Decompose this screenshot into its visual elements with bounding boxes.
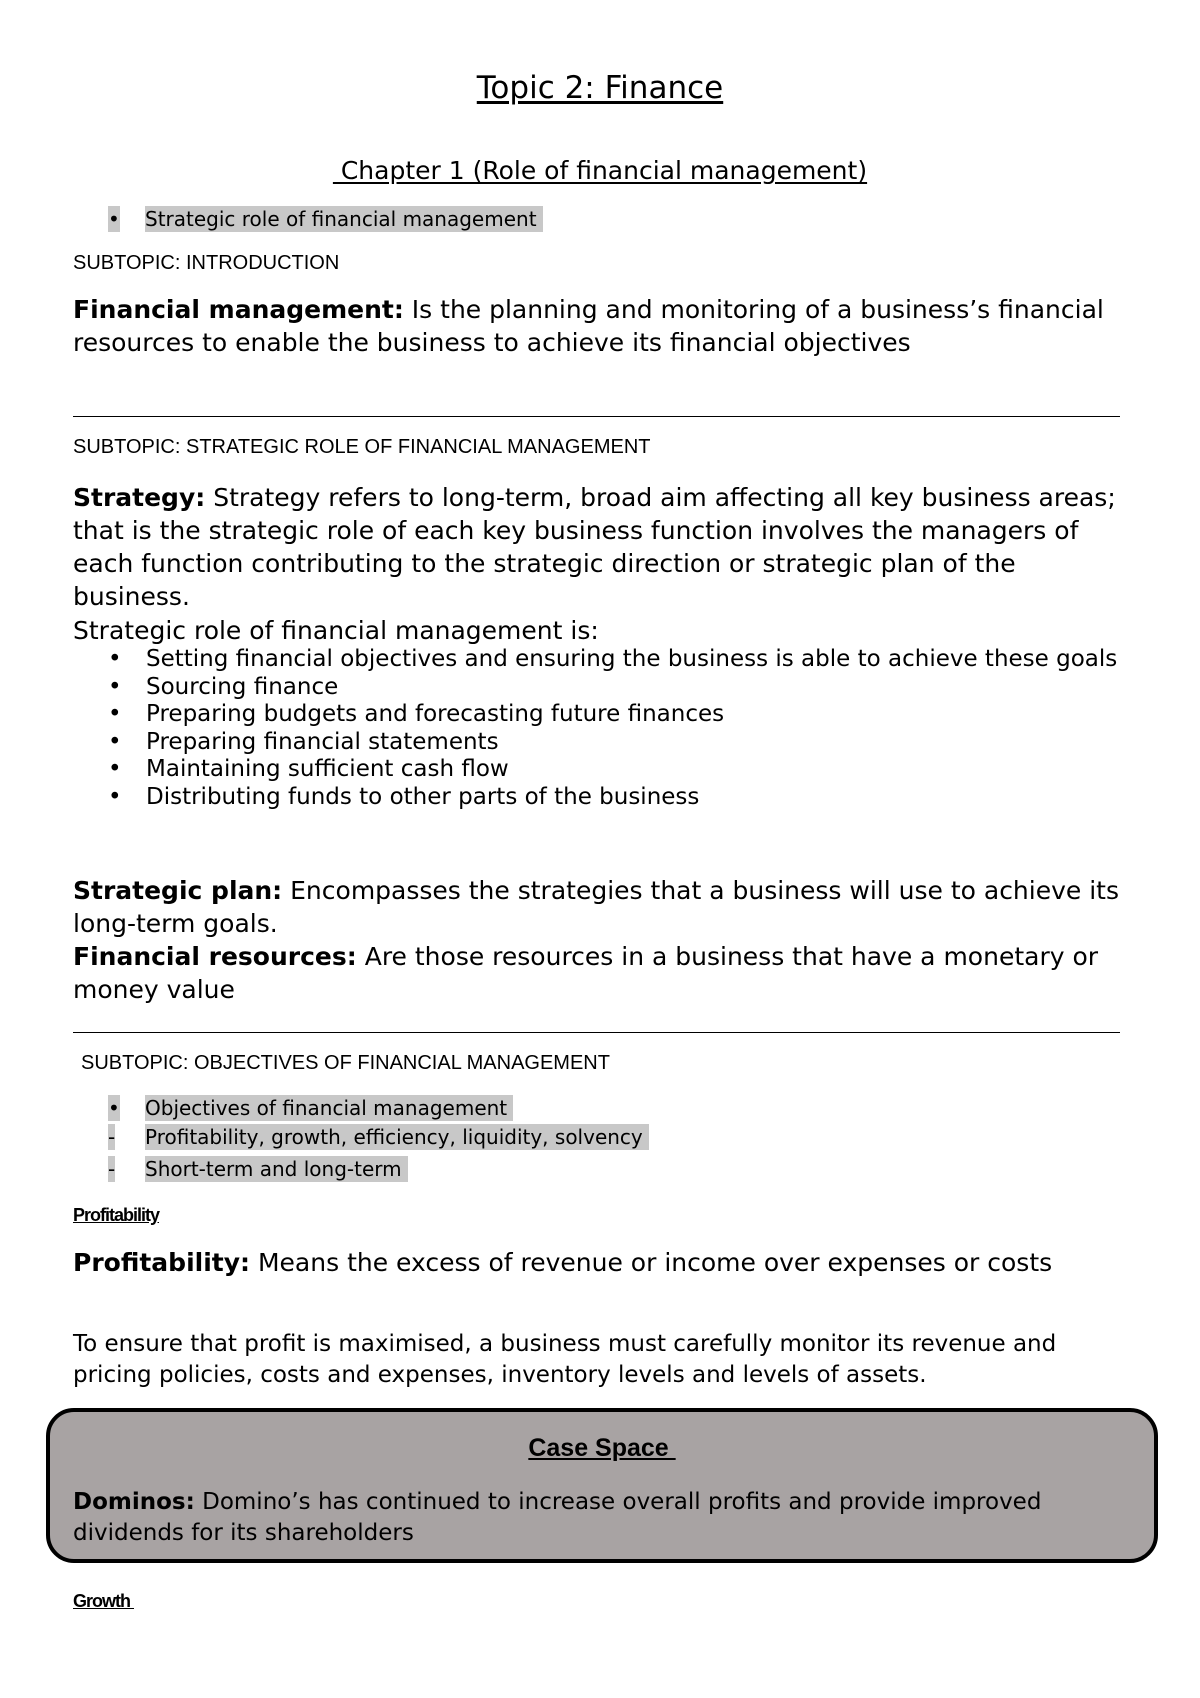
objectives-sub-text: Profitability, growth, efficiency, liquidity, solvency xyxy=(145,1124,649,1150)
objectives-sub-item xyxy=(0,1156,1200,1182)
bullet-marker: • xyxy=(108,783,122,810)
dash-marker: - xyxy=(108,1157,116,1181)
list-item xyxy=(0,674,1126,702)
list-item xyxy=(0,729,1126,757)
list-item-text: Maintaining sufficient cash flow xyxy=(146,756,509,782)
strategic-role-list xyxy=(0,646,1200,811)
definition-financial-resources xyxy=(73,940,1133,1006)
page-title: Topic 2: Finance xyxy=(476,70,724,106)
definition-profitability xyxy=(73,1246,1133,1279)
case-space-text xyxy=(73,1487,1143,1549)
definition-text: Strategy refers to long-term, broad aim affecting all key business areas; that is the strategic role of each key business function involves the managers of each function contributing to the strategic direction or strategic plan of the business. xyxy=(73,483,1116,611)
list-item-text: Preparing budgets and forecasting future finances xyxy=(146,701,725,727)
list-item xyxy=(0,701,1126,729)
definition-text: Are those resources in a business that have a monetary or money value xyxy=(73,942,1099,1004)
list-item xyxy=(0,756,1126,784)
profitability-heading: Profitability xyxy=(73,1205,160,1225)
chapter-heading: Chapter 1 (Role of financial management) xyxy=(332,156,868,185)
definition-text: Means the excess of revenue or income over expenses or costs xyxy=(250,1248,1053,1277)
growth-heading: Growth xyxy=(73,1591,134,1611)
bullet-marker: • xyxy=(108,701,122,727)
bullet-marker: • xyxy=(108,673,122,700)
subtopic-strategic: SUBTOPIC: STRATEGIC ROLE OF FINANCIAL MANAGEMENT xyxy=(73,436,651,458)
objectives-sub-item xyxy=(0,1124,1200,1150)
subtopic-objectives: SUBTOPIC: OBJECTIVES OF FINANCIAL MANAGEMENT xyxy=(81,1052,610,1074)
definition-text: Encompasses the strategies that a business will use to achieve its long-term goals. xyxy=(73,876,1120,938)
bullet-marker: • xyxy=(108,207,120,231)
subtopic-intro: SUBTOPIC: INTRODUCTION xyxy=(73,252,340,274)
objectives-sub-text: Short-term and long-term xyxy=(145,1156,408,1182)
term: Strategic plan: xyxy=(73,876,283,905)
profit-paragraph: To ensure that profit is maximised, a business must carefully monitor its revenue and pricing policies, costs and expenses, inventory levels and levels of assets. xyxy=(73,1331,1057,1388)
bullet-marker: • xyxy=(108,646,122,672)
strategic-role-intro: Strategic role of financial management is: xyxy=(73,616,599,645)
dash-marker: - xyxy=(108,1125,116,1149)
definition-financial-management xyxy=(73,293,1133,359)
section-divider xyxy=(73,1032,1120,1033)
objectives-bullet-item xyxy=(0,1095,1200,1121)
intro-bullet-item xyxy=(0,206,1200,232)
term: Strategy: xyxy=(73,483,206,512)
term: Financial resources: xyxy=(73,942,357,971)
list-item xyxy=(0,784,1126,812)
case-space-title: Case Space xyxy=(528,1434,676,1462)
case-space-box xyxy=(46,1408,1158,1563)
bullet-marker: • xyxy=(108,728,122,755)
case-text: Domino’s has continued to increase overall profits and provide improved dividends for its shareholders xyxy=(73,1489,1042,1546)
definition-strategy xyxy=(73,481,1133,613)
term: Profitability: xyxy=(73,1248,251,1277)
list-item-text: Distributing funds to other parts of the business xyxy=(146,783,700,810)
definition-text: Is the planning and monitoring of a business’s financial resources to enable the business to achieve its financial objectives xyxy=(73,295,1104,357)
objectives-bullet-text: Objectives of financial management xyxy=(145,1095,513,1121)
section-divider xyxy=(73,416,1120,417)
bullet-marker: • xyxy=(108,1096,120,1120)
term: Financial management: xyxy=(73,295,404,324)
list-item-text: Sourcing finance xyxy=(146,673,339,700)
term: Dominos: xyxy=(73,1489,195,1515)
list-item xyxy=(0,646,1126,674)
list-item-text: Setting financial objectives and ensuring the business is able to achieve these goals xyxy=(146,646,1118,672)
list-item-text: Preparing financial statements xyxy=(146,728,499,755)
bullet-marker: • xyxy=(108,756,122,782)
definition-strategic-plan xyxy=(73,874,1133,940)
intro-bullet-text: Strategic role of financial management xyxy=(145,206,543,232)
